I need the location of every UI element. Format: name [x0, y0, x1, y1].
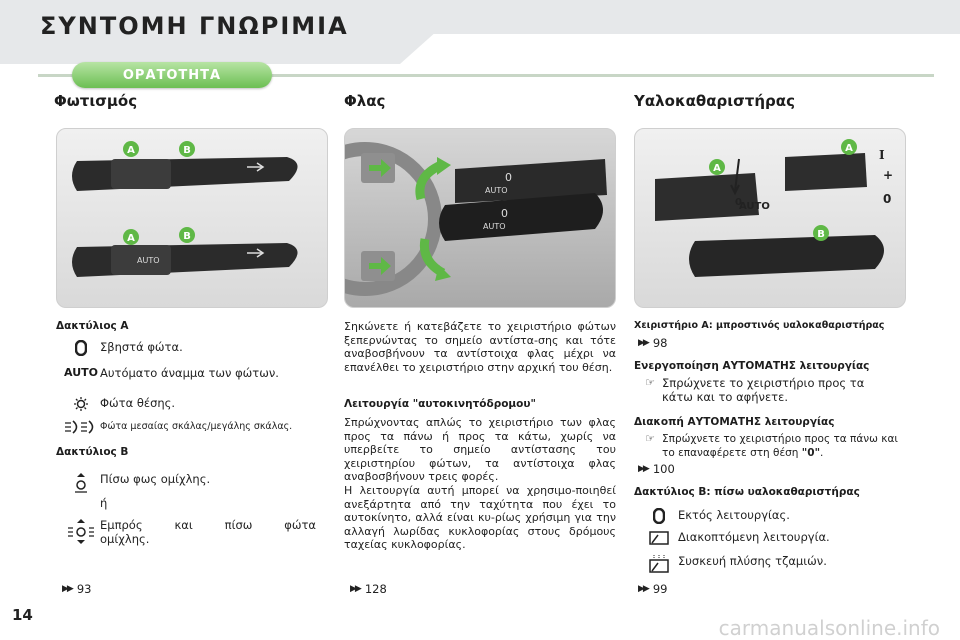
- ring-a-item-auto: AUTO Αυτόματο άναμμα των φώτων.: [62, 366, 279, 380]
- indicators-page-ref[interactable]: ▶▶ 128: [350, 582, 387, 596]
- ring-a-item-sidelights: Φώτα θέσης.: [62, 396, 175, 412]
- intermittent-wipe-icon: [640, 530, 678, 548]
- ring-a-item-off: Σβηστά φώτα.: [62, 340, 183, 356]
- rear-fog-icon: [62, 472, 100, 494]
- stalk-zero-label: 0: [505, 171, 512, 184]
- wipers-column: [634, 92, 918, 116]
- ring-a-item-beams: Φώτα μεσαίας σκάλας/μεγάλης σκάλας.: [62, 420, 292, 434]
- auto-deactivate-heading: Διακοπή ΑΥΤΟΜΑΤΗΣ λειτουργίας: [634, 416, 835, 428]
- lighting-page-ref[interactable]: ▶▶ 93: [62, 582, 92, 596]
- position-one-label: I: [879, 148, 885, 162]
- ref-arrow-icon: ▶▶: [350, 584, 360, 594]
- indicators-title: Φλας: [344, 92, 386, 110]
- stalk-auto-label-2: AUTO: [483, 222, 506, 231]
- section-title: ΟΡΑΤΟΤΗΤΑ: [122, 67, 222, 83]
- front-wiper-stalk: [655, 173, 759, 221]
- auto-activate-heading: Ενεργοποίηση ΑΥΤΟΜΑΤΗΣ λειτουργίας: [634, 360, 870, 372]
- stalk-auto-label: AUTO: [137, 256, 160, 265]
- auto-icon: AUTO: [64, 366, 98, 379]
- front-wiper-heading: Χειριστήριο A: μπροστινός υαλοκαθαριστήρας: [634, 320, 885, 331]
- ref-arrow-icon: ▶▶: [638, 338, 648, 348]
- washer-icon: [640, 554, 678, 574]
- auto-deactivate-item: ☞ Σπρώχνετε το χειριστήριο προς τα πάνω και το επαναφέρετε στη θέση "0".: [638, 432, 900, 460]
- rear-wiper-item-off: Εκτός λειτουργίας.: [640, 508, 790, 524]
- rear-wiper-stalk: [785, 153, 867, 191]
- ref-arrow-icon: ▶▶: [638, 464, 648, 474]
- wiper-page-ref-1[interactable]: ▶▶ 98: [638, 336, 668, 350]
- rear-wiper-item-washer: Συσκευή πλύσης τζαμιών.: [640, 554, 827, 574]
- finger-pointer-icon: ☞: [645, 376, 655, 389]
- auto-label: AUTO: [739, 201, 770, 212]
- rear-wiper-heading: Δακτύλιος B: πίσω υαλοκαθαριστήρας: [634, 486, 860, 498]
- stalk-auto-label: AUTO: [485, 186, 508, 195]
- indicators-intro: Σηκώνετε ή κατεβάζετε το χειριστήριο φώτων ξεπερνώντας το σημείο αντίστα-σης και τότε αναβοσβήνουν τα αντίστοιχα φλας μέχρι να επανέλθει το χειριστήριο στην αρχική του θέση.: [344, 320, 616, 374]
- watermark: carmanualsonline.info: [718, 616, 940, 640]
- ring-b-item-or: ή: [100, 496, 108, 510]
- rear-wiper-ring-stalk: [689, 235, 884, 277]
- light-stalk-top: [72, 157, 298, 191]
- page-number: 14: [12, 606, 33, 624]
- indicator-stalk-photo: [344, 128, 616, 308]
- label-a2: A: [127, 233, 135, 244]
- ref-arrow-icon: ▶▶: [62, 584, 72, 594]
- label-a2: A: [845, 143, 853, 154]
- ring-off-icon: [640, 508, 678, 524]
- label-a: A: [713, 163, 721, 174]
- label-a: A: [127, 145, 135, 156]
- rear-wiper-item-intermittent: Διακοπτόμενη λειτουργία.: [640, 530, 830, 548]
- motorway-paragraph: Σπρώχνοντας απλώς το χειριστήριο των φλας προς τα πάνω ή προς τα κάτω, χωρίς να υπερβείτε το σημείο αντίστασης του χειριστηρίου φώτων, τα αντίστοιχα φλας αναβοσβήνουν τρεις φορές.: [344, 416, 616, 483]
- label-b: B: [817, 229, 825, 240]
- ring-b-heading: Δακτύλιος B: [56, 446, 129, 458]
- page-title: ΣΥΝΤΟΜΗ ΓΝΩΡΙΜΙΑ: [40, 12, 349, 40]
- indicators-column: [344, 92, 628, 116]
- wiper-page-ref-3[interactable]: ▶▶ 99: [638, 582, 668, 596]
- plus-label: +: [883, 168, 894, 182]
- ring-b-item-front-rear-fog: Εμπρός και πίσω φώτα ομίχλης.: [62, 518, 316, 546]
- stalk-zero-label-2: 0: [501, 207, 508, 220]
- header-wedge: [400, 34, 960, 64]
- dipped-main-beam-icon: [62, 420, 100, 434]
- label-b: B: [183, 145, 191, 156]
- lighting-title: Φωτισμός: [54, 92, 138, 110]
- lighting-stalk-photo: [56, 128, 328, 308]
- section-pill: [72, 62, 272, 88]
- zero-position-value: "0": [801, 447, 821, 459]
- ring-b-item-rear-fog: Πίσω φως ομίχλης.: [62, 472, 210, 494]
- wipers-title: Υαλοκαθαριστήρας: [634, 92, 795, 110]
- front-rear-fog-icon: [62, 518, 100, 546]
- position-zero-label: 0: [883, 192, 892, 206]
- ring-off-icon: [62, 340, 100, 356]
- push-up-arrow-icon: [437, 157, 451, 175]
- motorway-heading: Λειτουργία "αυτοκινητόδρομου": [344, 398, 536, 410]
- finger-pointer-icon-2: ☞: [645, 432, 655, 445]
- light-stalk-bottom: [72, 243, 298, 277]
- lighting-column: [54, 92, 338, 116]
- ref-arrow-icon: ▶▶: [638, 584, 648, 594]
- label-b2: B: [183, 231, 191, 242]
- wiper-stalk-photo: [634, 128, 906, 308]
- sidelights-icon: [62, 396, 100, 412]
- auto-activate-item: ☞ Σπρώχνετε το χειριστήριο προς τα κάτω και το αφήνετε.: [638, 376, 894, 404]
- wiper-page-ref-2[interactable]: ▶▶ 100: [638, 462, 675, 476]
- motorway-usage-paragraph: Η λειτουργία αυτή μπορεί να χρησιμο-ποιηθεί ανεξάρτητα από την ταχύτητα που έχει το αυτοκίνητο, αλλά είναι κυ-ρίως χρήσιμη για την αλλαγή λωρίδας κυκλοφορίας στους δρόμους ταχείας κυκλοφορίας.: [344, 484, 616, 551]
- ring-a-heading: Δακτύλιος A: [56, 320, 129, 332]
- zero-label: 0: [735, 197, 742, 208]
